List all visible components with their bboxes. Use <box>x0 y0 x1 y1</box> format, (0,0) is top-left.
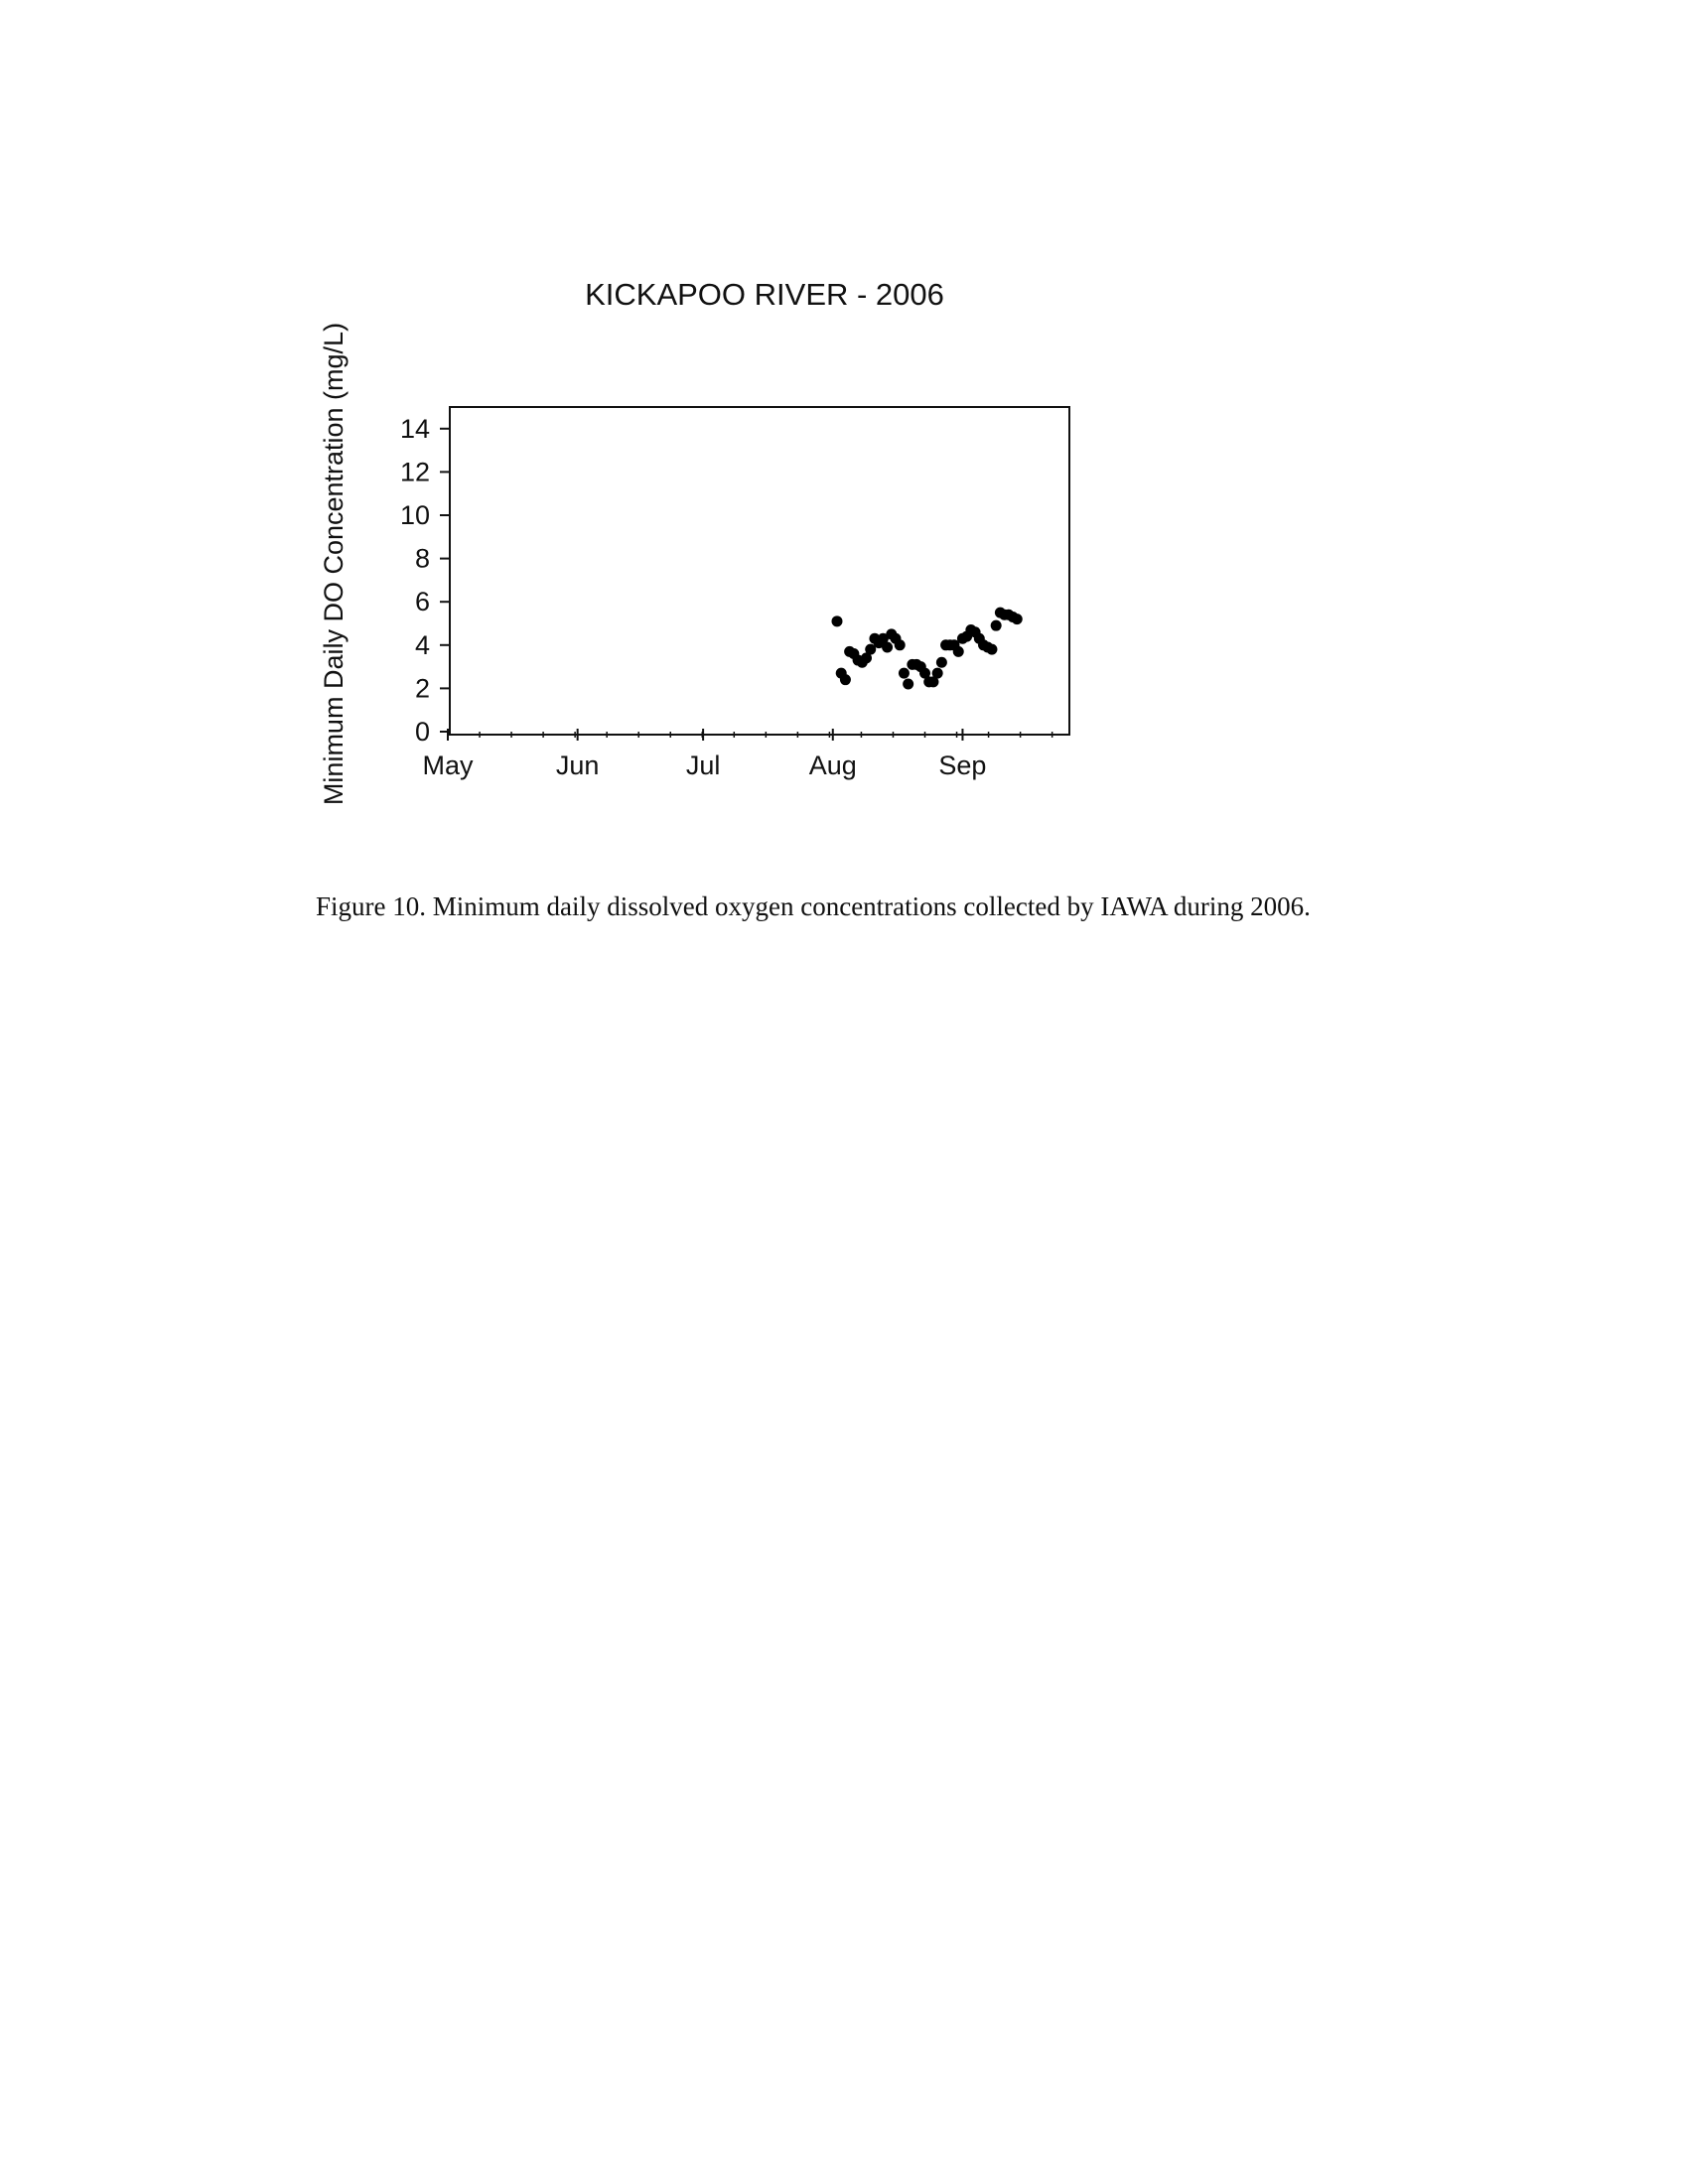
data-point <box>1012 614 1023 624</box>
plot-frame <box>450 407 1069 735</box>
y-tick-label: 14 <box>399 413 430 444</box>
data-point <box>986 644 997 655</box>
y-tick-label: 4 <box>414 629 430 660</box>
y-tick-label: 0 <box>414 717 430 747</box>
data-point <box>882 641 893 652</box>
x-tick-label-jul: Jul <box>685 751 721 780</box>
figure-caption: Figure 10. Minimum daily dissolved oxygen concentrations collected by IAWA during 2006. <box>316 891 1311 921</box>
data-point <box>936 657 947 668</box>
data-point <box>903 679 913 690</box>
x-axis-ticks <box>422 729 1052 780</box>
y-tick-label: 6 <box>414 587 430 617</box>
y-tick-label: 12 <box>399 457 430 487</box>
y-tick-label: 8 <box>414 543 430 574</box>
data-point <box>895 639 906 650</box>
y-tick-label: 10 <box>399 500 430 530</box>
y-axis-label: Minimum Daily DO Concentration (mg/L) <box>319 322 349 806</box>
x-tick-label-may: May <box>422 751 474 780</box>
y-tick-label: 2 <box>414 673 430 704</box>
data-points <box>831 608 1022 690</box>
x-tick-label-aug: Aug <box>808 751 857 780</box>
chart-title: KICKAPOO RIVER - 2006 <box>585 277 944 312</box>
data-point <box>840 674 851 685</box>
x-tick-label-jun: Jun <box>555 751 600 780</box>
data-point <box>953 646 964 657</box>
data-point <box>991 620 1002 631</box>
data-point <box>932 668 943 679</box>
y-axis-ticks <box>400 414 450 747</box>
data-point <box>831 615 842 626</box>
x-tick-label-sep: Sep <box>938 751 987 780</box>
data-point <box>899 668 910 679</box>
